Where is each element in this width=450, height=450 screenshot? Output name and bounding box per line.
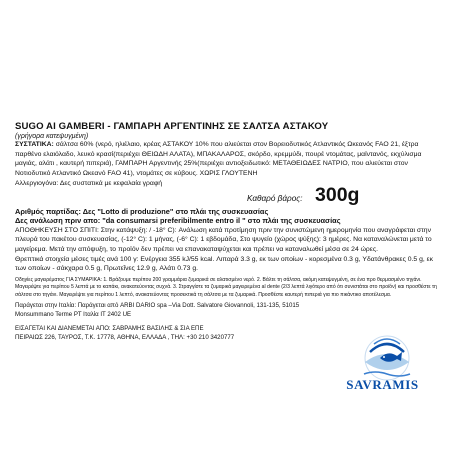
importer-line-1: ΕΙΣΑΓΕΤΑΙ ΚΑΙ ΔΙΑΝΕΜΕΤΑΙ ΑΠΟ: ΣΑΒΡΑΜΗΣ ΒΑΣΙΛΗΣ & ΣΙΑ ΕΠΕ	[15, 324, 204, 332]
producer-text: Παράγεται στην Ιταλία: Παράγεται από ARBI DARIO spa –Via Dott. Salvatore Giovannoli, 131-135, 51015 Monsummano Terme PT Ιταλία IT 2402 UE	[15, 301, 300, 319]
best-before-text: Δες ανάλωση πριν απο: "da consumarsi preferibilmente entro il " στο πλάι της συσκευασίας	[15, 216, 341, 226]
nutrition-text: Θρεπτικά στοιχεία μέσες τιμές ανά 100 γ: Ενέργεια 355 kJ/55 kcal. Λιπαρά 3.3 g, εκ των οποίων - κορεσμένα 0.3 g, Υδατάνθρακες 0.5 g, εκ των οποίων - σάκχαρα 0.5 g, Πρωτεΐνες 12.9 g, Αλάτι 0.73 g.	[15, 255, 434, 273]
brand-logo-text: SAVRAMIS	[346, 377, 419, 392]
lot-number-text: Αριθμός παρτίδας: Δες "Lotto di produzione" στο πλάι της συσκευασίας	[15, 206, 269, 216]
net-weight-label: Καθαρό βάρος:	[247, 193, 303, 203]
importer-line-2: ΠΕΙΡΑΙΩΣ 226, ΤΑΥΡΟΣ, Τ.Κ. 17778, ΑΘΗΝΑ, ΕΛΛΑΔΑ , ΤΗΛ: +30 210 3420777	[15, 334, 235, 342]
ingredients-body: σάλτσα 60% (νερό, ηλιέλαιο, κρέας ΑΣΤΑΚΟΥ 10% που αλιεύεται στον Βορειοδυτικός Ατλαντικός Ωκεανός FAO 21, έξτρα παρθένο ελαιόλαδο, λευκό κρασί(περιέχει ΘΕΙΩΔΗ ΑΛΑΤΑ), ΜΠΑΚΑΛΑΡΟΣ, σκόρδο, κρεμμύδι, πουρέ ντομάτας, μαϊντανός, εκχύλισμα μαγιάς, αλάτι , καυτερή πιπεριά), ΓΑΜΠΑΡΗ Αργεντινής 25%(περιέχει αντιοξειδωτικό: ΜΕΤΑΘΕΙΩΔΕΣ ΝΑΤΡΙΟ, που αλιεύεται στον Νοτιοδυτικό Ατλαντικό Ωκεανό FAO 41), ντομάτες σε κύβους. ΧΩΡΙΣ ΓΛΟΥΤΕΝΗ	[15, 141, 422, 178]
ingredients-label: ΣΥΣΤΑΤΙΚΑ:	[15, 141, 54, 148]
allergens-text: Αλλεργιογόνα: Δες συστατικά με κεφαλαία γραφή	[15, 179, 163, 187]
product-title: SUGO AI GAMBERI - ΓΑΜΠΑΡΗ ΑΡΓΕΝΤΙΝΗΣ ΣΕ ΣΑΛΤΣΑ ΑΣΤΑΚΟΥ	[15, 121, 329, 132]
product-label	[15, 121, 440, 343]
ingredients-text	[15, 140, 440, 179]
cooking-instructions: Οδηγίες μαγειρέματος ΓΙΑ ΣΥΜΑΡΙΚΑ: 1. Βράζουμε περίπου 200 γραμμάρια ζυμαρικά σε αλατισμένο νερό. 2. Βάλτε τη σάλτσα, ακόμη κατεψυγμένη, σε ένα προ θερμασμένο τηγάνι. Μαγειρέψτε για περίπου 5 λεπτά με το καπάκι, ανακατεύοντας συχνά. 3. Στραγγίστε τα ζυμαρικά μαγειρεμένα al dente (2/3 λεπτά λιγότερο από ότι συνιστάται στο προϊόν) και προσθέστε τη σάλτσα στο τηγάνι. Μαγειρέψτε για περίπου 1 λεπτό, ανακατεύοντας προσεκτικά τη σάλτσα με τα ζυμαρικά. Προσθέστε καυτερή πιπεριά για πιο πικάντικο αποτέλεσμα.	[15, 277, 437, 298]
storage-text: ΑΠΟΘΗΚΕΥΣΗ ΣΤΟ ΣΠΙΤΙ: Στην κατάψυξη: / -18° C): Ανάλωση κατά προτίμηση πριν την συνιστώμενη ημερομηνία που αναγράφεται στην πλευρά του πακέτου συσκευασίας, (-12° C): 1 μήνας, (-6° C): 1 εβδομάδα, Στο ψυγείο (χώρος ψύξης): 3 ημέρες. Να καταναλώνεται μετά το μαγείρεμα. Μετά την απόψυξη, το προϊόν δεν πρέπει να επανακαταψύχεται και πρέπει να καταναλωθεί μέσα σε 24 ώρες.	[15, 226, 432, 253]
product-subtitle: (γρήγορα κατεψυγμένη)	[15, 133, 89, 140]
net-weight-value: 300g	[315, 183, 360, 206]
